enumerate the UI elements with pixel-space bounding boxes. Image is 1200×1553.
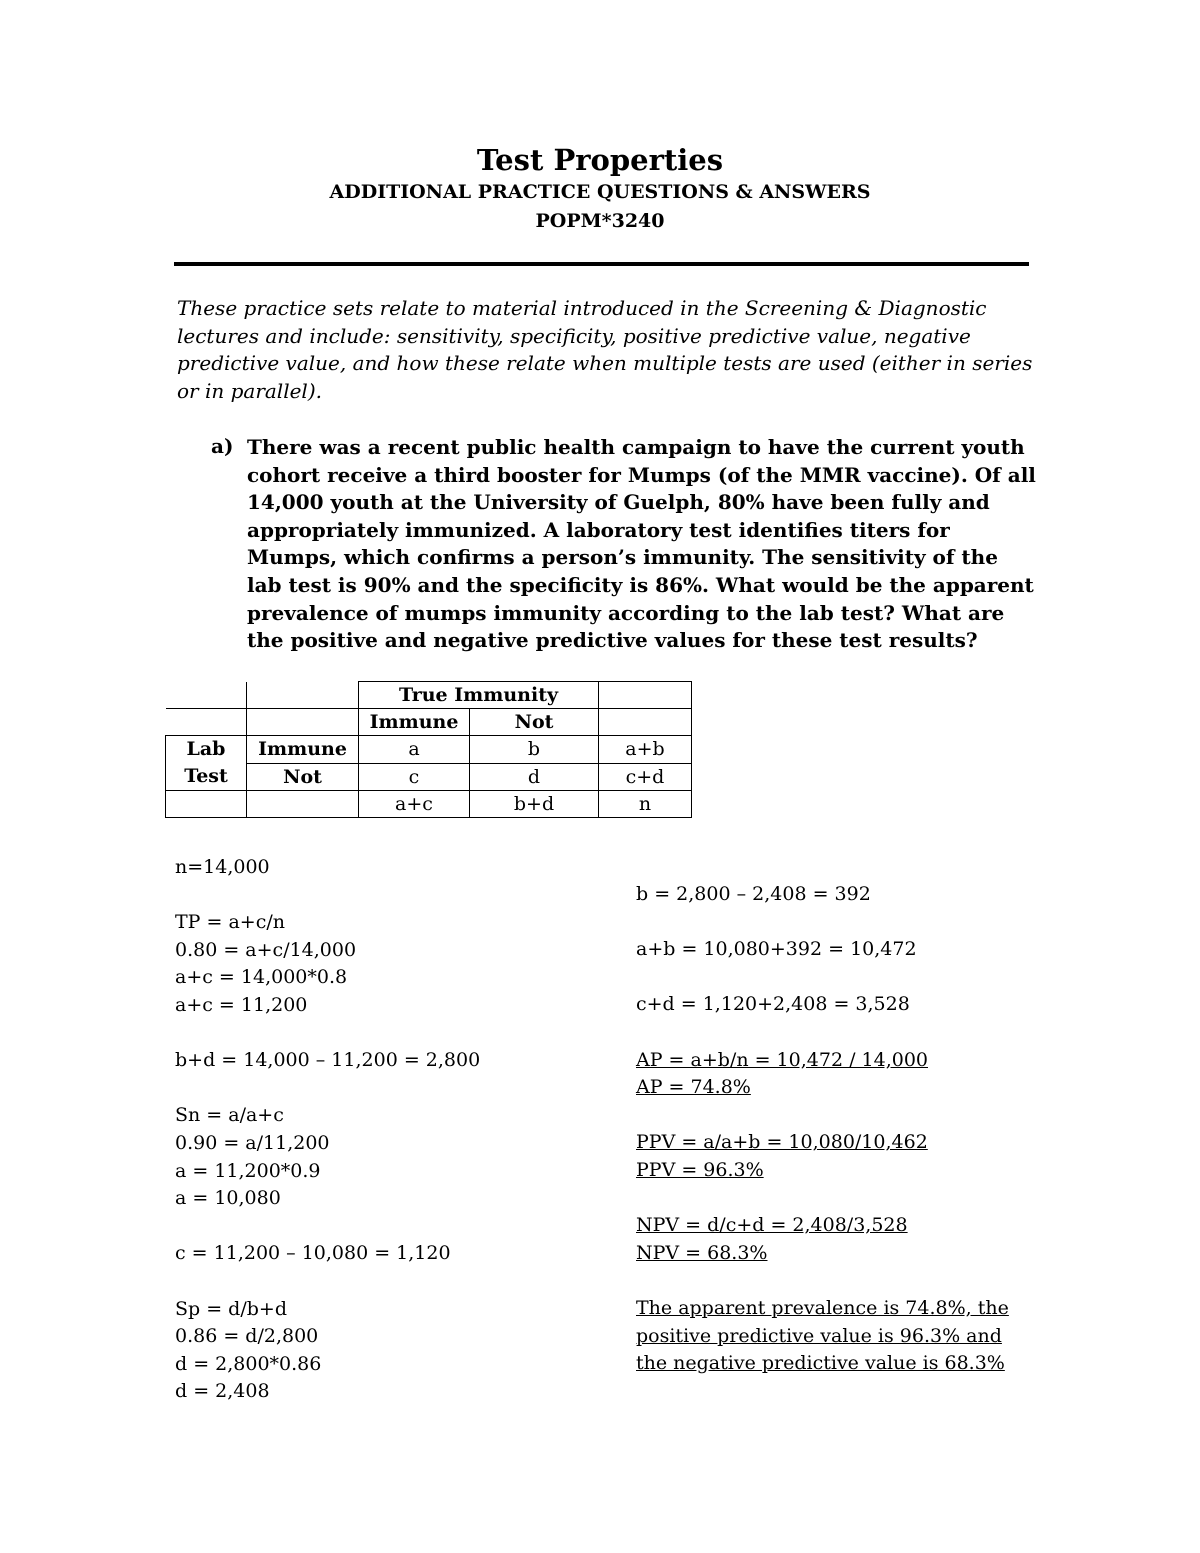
- calc-line: a+c = 11,200: [175, 993, 308, 1016]
- table-row: [166, 736, 692, 764]
- calc-line: a+b = 10,080+392 = 10,472: [636, 938, 917, 961]
- col-header-immune: Immune: [359, 709, 470, 736]
- header-divider: [174, 262, 1029, 266]
- table-row: [166, 682, 692, 709]
- calc-line: 0.86 = d/2,800: [175, 1325, 319, 1348]
- calc-line: c+d = 1,120+2,408 = 3,528: [636, 993, 910, 1016]
- cell-n: n: [599, 791, 692, 818]
- apparent-prevalence-formula: AP = a+b/n = 10,472 / 14,000: [636, 1048, 928, 1071]
- calc-line: TP = a+c/n: [175, 911, 285, 934]
- table-row: [166, 709, 692, 736]
- calc-line: c = 11,200 – 10,080 = 1,120: [175, 1242, 451, 1265]
- npv-formula: NPV = d/c+d = 2,408/3,528: [636, 1214, 908, 1237]
- answer-summary-line: the negative predictive value is 68.3%: [636, 1352, 1005, 1375]
- calc-line: b+d = 14,000 – 11,200 = 2,800: [175, 1049, 481, 1072]
- document-title: Test Properties: [476, 143, 724, 177]
- table-cell-empty: [166, 682, 247, 709]
- col-header-not: Not: [470, 709, 599, 736]
- intro-paragraph: These practice sets relate to material introduced in the Screening & Diagnostic lectures and include: sensitivity, specificity, positive predictive value, negative predictive value, and how these relate when multiple tests are used (either in series or in parallel).: [177, 296, 1033, 403]
- cell-a-plus-b: a+b: [599, 736, 692, 764]
- apparent-prevalence-result: AP = 74.8%: [636, 1076, 751, 1099]
- calc-line: a+c = 14,000*0.8: [175, 966, 348, 989]
- answer-summary-line: The apparent prevalence is 74.8%, the: [636, 1296, 1009, 1319]
- calc-line: Sp = d/b+d: [175, 1297, 287, 1320]
- cell-d: d: [470, 763, 599, 791]
- calc-line: a = 10,080: [175, 1187, 281, 1210]
- cell-c-plus-d: c+d: [599, 763, 692, 791]
- ppv-result: PPV = 96.3%: [636, 1158, 764, 1181]
- table-cell-empty: [166, 791, 247, 818]
- calc-line: d = 2,408: [175, 1380, 270, 1403]
- document-subtitle: ADDITIONAL PRACTICE QUESTIONS & ANSWERS: [329, 181, 871, 203]
- calculation-column-left: [175, 854, 480, 1406]
- question-text: There was a recent public health campaign to have the current youth cohort receive a third booster for Mumps (of the MMR vaccine). Of all 14,000 youth at the University of Guelph, 80% have been fully and appropriately immunized. A laboratory test identifies titers for Mumps, which confirms a person’s immunity. The sensitivity of the lab test is 90% and the specificity is 86%. What would be the apparent prevalence of mumps immunity according to the lab test? What are the positive and negative predictive values for these test results?: [247, 435, 1036, 653]
- calc-line: Sn = a/a+c: [175, 1104, 284, 1127]
- cell-a: a: [359, 736, 470, 764]
- table-cell-empty: [599, 682, 692, 709]
- calc-line: 0.90 = a/11,200: [175, 1131, 330, 1154]
- answer-summary-line: positive predictive value is 96.3% and: [636, 1324, 1002, 1347]
- row-group-lab-test: Lab Test: [166, 736, 247, 791]
- row-header-immune: Immune: [247, 736, 359, 764]
- npv-result: NPV = 68.3%: [636, 1241, 768, 1264]
- cell-c: c: [359, 763, 470, 791]
- cell-b-plus-d: b+d: [470, 791, 599, 818]
- calc-line: 0.80 = a+c/14,000: [175, 938, 357, 961]
- calc-line: b = 2,800 – 2,408 = 392: [636, 883, 871, 905]
- table-cell-empty: [247, 709, 359, 736]
- table-cell-empty: [166, 709, 247, 736]
- table-cell-empty: [599, 709, 692, 736]
- question-label: a): [211, 434, 234, 458]
- calc-line: d = 2,800*0.86: [175, 1352, 322, 1375]
- table-cell-empty: [247, 791, 359, 818]
- true-immunity-header: True Immunity: [359, 682, 599, 709]
- calc-line: a = 11,200*0.9: [175, 1159, 321, 1182]
- cell-b: b: [470, 736, 599, 764]
- table-row: [166, 791, 692, 818]
- course-code: POPM*3240: [535, 210, 665, 232]
- contingency-table: [165, 681, 692, 818]
- calculation-column-right: [636, 881, 1009, 1378]
- calc-line: n=14,000: [175, 856, 270, 878]
- cell-a-plus-c: a+c: [359, 791, 470, 818]
- ppv-formula: PPV = a/a+b = 10,080/10,462: [636, 1131, 928, 1154]
- table-cell-empty: [247, 682, 359, 709]
- row-header-not: Not: [247, 763, 359, 791]
